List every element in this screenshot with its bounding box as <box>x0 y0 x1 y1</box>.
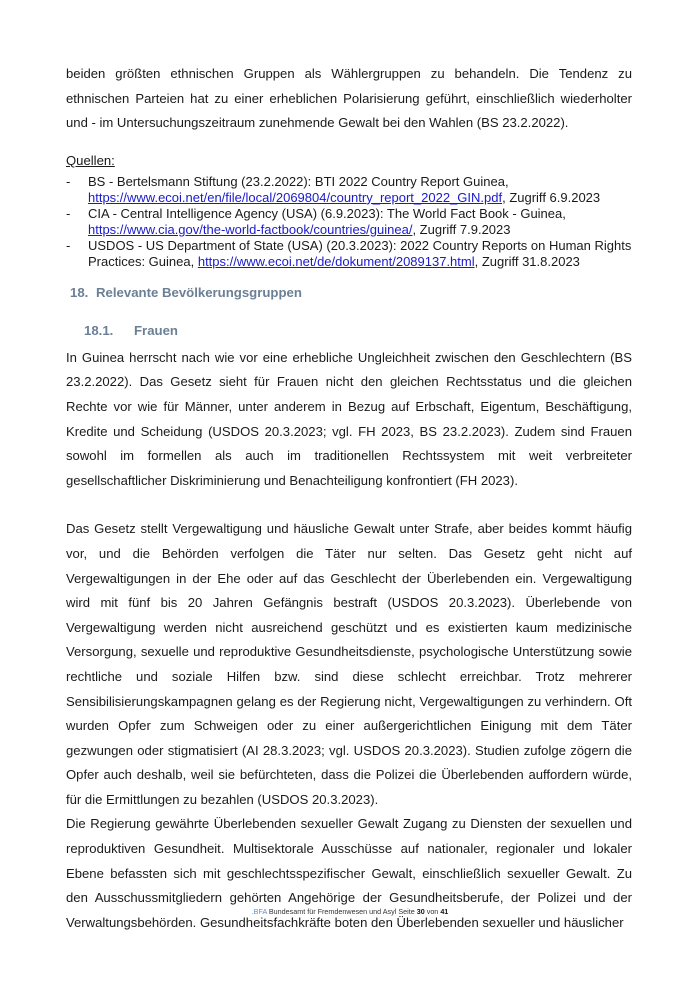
footer-page-of: von <box>426 907 439 916</box>
body-paragraph: In Guinea herrscht nach wie vor eine erhebliche Ungleichheit zwischen den Geschlechtern (BS 23.2.2022). Das Gesetz sieht für Frauen nicht den gleichen Rechtsstatus und die gleichen Rechte vor wie für Männer, unter anderem in Bezug auf Erbschaft, Eigentum, Beschäftigung, Kredite und Scheidung (USDOS 20.3.2023; vgl. FH 2023, BS 23.2.2023). Zudem sind Frauen sowohl im formellen als auch im traditionellen Rechtssystem mit weit verbreiteter gesellschaftlicher Diskriminierung und Benachteiligung konfrontiert (FH 2023). <box>66 349 632 488</box>
section-title: Relevante Bevölkerungsgruppen <box>96 284 302 300</box>
footer-page-current: 30 <box>416 907 425 916</box>
subsection-heading <box>84 322 632 340</box>
sources-title: Quellen: <box>66 152 115 168</box>
body-paragraph: Das Gesetz stellt Vergewaltigung und häusliche Gewalt unter Strafe, aber beides kommt häufig vor, und die Behörden verfolgen die Täter nur selten. Das Gesetz geht nicht auf Vergewaltigungen in der Ehe oder auf das Geschlecht der Überlebenden ein. Vergewaltigung wird mit fünf bis 20 Jahren Gefängnis bestraft (USDOS 20.3.2023). Überlebende von Vergewaltigung werden nicht ausreichend geschützt und es existierten kaum medizinische Versorgung, sexuelle und reproduktive Gesundheitsdienste, psychologische Unterstützung sowie rechtliche und soziale Hilfen bzw. sind diese schlecht erreichbar. Trotz mehrerer Sensibilisierungskampagnen gelang es der Regierung nicht, Vergewaltigungen zu verhindern. Oft wurden Opfer zum Schweigen oder zu einer außergerichtlichen Einigung mit dem Täter gezwungen oder stigmatisiert (AI 28.3.2023; vgl. USDOS 20.3.2023). Studien zufolge zögern die Opfer auch deshalb, weil sie befürchteten, dass die Polizei die Überlebenden auffordern würde, für die Ermittlungen zu bezahlen (USDOS 20.3.2023). <box>66 521 632 807</box>
source-link[interactable]: https://www.ecoi.net/en/file/local/2069804/country_report_2022_GIN.pdf <box>88 189 503 205</box>
footer-org: Bundesamt für Fremdenwesen und Asyl <box>268 907 397 916</box>
list-dash: - <box>66 173 71 189</box>
section-number: 18. <box>70 284 89 300</box>
source-access-date: , Zugriff 7.9.2023 <box>412 221 511 237</box>
intro-paragraph: beiden größten ethnischen Gruppen als Wählergruppen zu behandeln. Die Tendenz zu ethnischen Parteien hat zu einer erheblichen Polarisierung geführt, einschließlich wiederholter und - im Untersuchungszeitraum zunehmende Gewalt bei den Wahlen (BS 23.2.2022). <box>66 66 632 131</box>
source-access-date: , Zugriff 31.8.2023 <box>474 253 580 269</box>
footer-page-total: 41 <box>440 907 449 916</box>
body-paragraph: Die Regierung gewährte Überlebenden sexueller Gewalt Zugang zu Diensten der sexuellen und reproduktiven Gesundheit. Multisektorale Ausschüsse auf nationaler, regionaler und lokaler Ebene befassten sich mit geschlechtsspezifischer Gewalt, einschließlich sexueller Gewalt. Zu den Ausschussmitgliedern gehörten Angehörige der Gesundheitsberufe, der Polizei und der Verwaltungsbehörden. Gesundheitsfachkräfte boten den Überlebenden sexueller und häuslicher <box>66 816 632 930</box>
sources-list <box>66 174 632 270</box>
page-footer <box>0 907 700 916</box>
source-link[interactable]: https://www.cia.gov/the-world-factbook/countries/guinea/ <box>88 221 413 237</box>
subsection-title: Frauen <box>134 322 178 338</box>
subsection-number: 18.1. <box>84 322 114 338</box>
source-item <box>66 206 632 238</box>
source-text: CIA - Central Intelligence Agency (USA) (6.9.2023): The World Fact Book - Guinea, <box>88 205 566 221</box>
source-item <box>66 238 632 270</box>
source-text: USDOS - US Department of State (USA) (20.3.2023): 2022 Country Reports on Human Rights Practices: Guinea, <box>88 237 632 269</box>
list-dash: - <box>66 205 71 221</box>
footer-page-label: Seite <box>398 907 415 916</box>
source-text: BS - Bertelsmann Stiftung (23.2.2022): BTI 2022 Country Report Guinea, <box>88 173 509 189</box>
document-page <box>66 62 632 935</box>
bfa-logo-text: .BFA <box>251 907 267 916</box>
source-link[interactable]: https://www.ecoi.net/de/dokument/2089137.html <box>197 253 475 269</box>
section-heading <box>70 284 632 302</box>
list-dash: - <box>66 237 71 253</box>
source-item <box>66 174 632 206</box>
sources-block <box>66 152 632 270</box>
source-access-date: , Zugriff 6.9.2023 <box>502 189 601 205</box>
